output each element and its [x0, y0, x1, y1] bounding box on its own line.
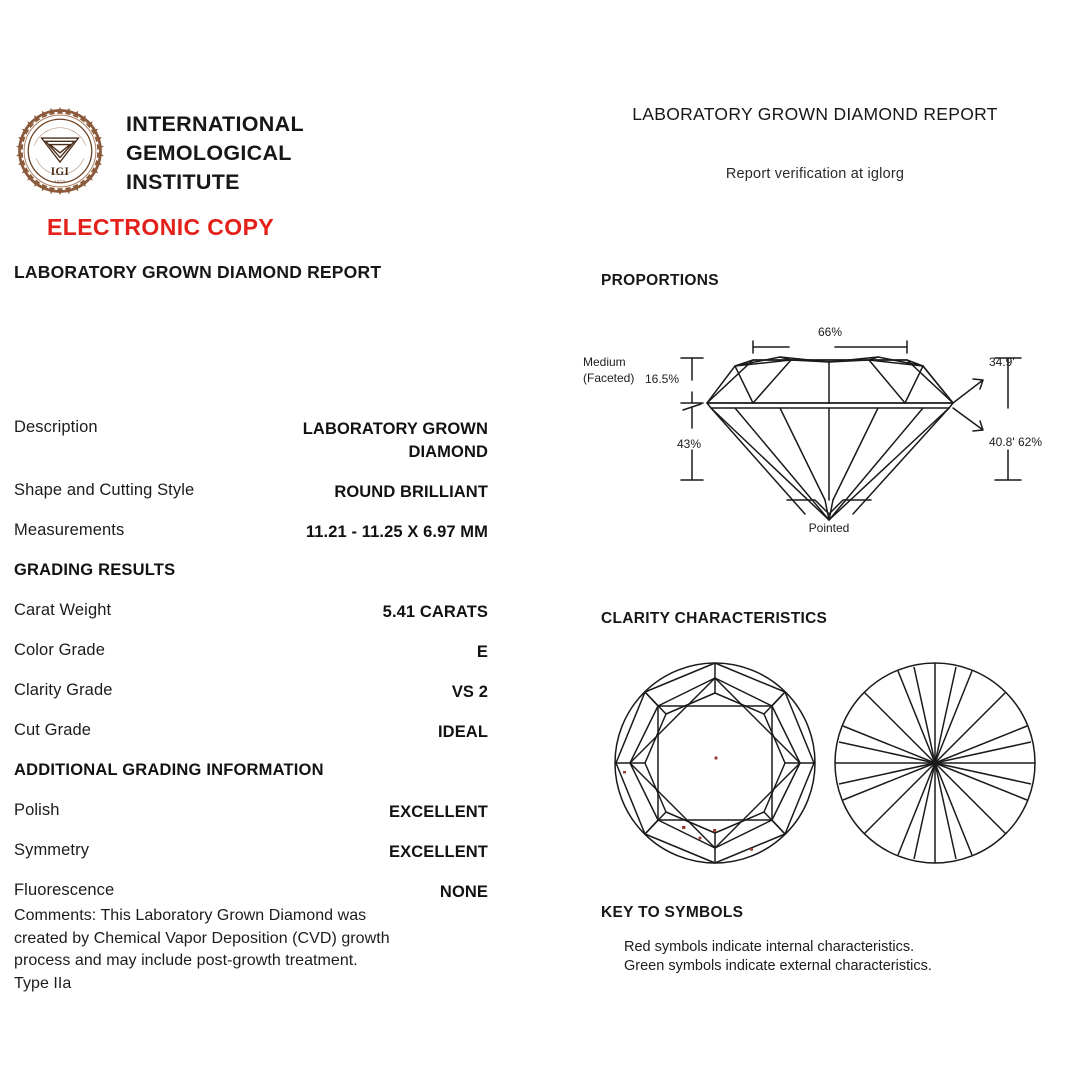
- description-value-line-1: LABORATORY GROWN: [302, 420, 488, 438]
- shape-label: Shape and Cutting Style: [14, 481, 195, 499]
- color-grade-label: Color Grade: [14, 641, 105, 659]
- girdle-label-line-1: Medium: [583, 355, 626, 369]
- crown-angle-label: 34.9': [989, 355, 1015, 369]
- description-value-line-2: DIAMOND: [408, 443, 488, 461]
- cut-grade-value: IDEAL: [438, 723, 488, 741]
- row-cut-grade: [14, 721, 488, 744]
- measurements-label: Measurements: [14, 521, 125, 539]
- organization-name: [126, 110, 304, 197]
- org-name-line-3: INSTITUTE: [126, 170, 240, 194]
- proportions-heading: PROPORTIONS: [601, 272, 719, 289]
- svg-text:1975: 1975: [54, 179, 66, 185]
- carat-weight-value: 5.41 CARATS: [382, 603, 488, 621]
- inclusion-mark: [699, 837, 702, 840]
- org-name-line-1: INTERNATIONAL: [126, 112, 304, 136]
- pavilion-depth-label: 43%: [676, 437, 701, 451]
- igi-seal-icon: [14, 105, 106, 197]
- inclusion-marks: [623, 756, 753, 850]
- grading-results-heading: GRADING RESULTS: [14, 561, 176, 579]
- row-shape-and-cutting-style: [14, 481, 488, 504]
- symmetry-value: EXCELLENT: [389, 843, 488, 861]
- svg-text:IGI: IGI: [50, 165, 70, 178]
- electronic-copy-stamp: ELECTRONIC COPY: [47, 214, 275, 240]
- report-type-heading: LABORATORY GROWN DIAMOND REPORT: [632, 104, 998, 124]
- inclusion-mark: [714, 756, 717, 759]
- row-description: [14, 418, 488, 464]
- row-carat-weight: [14, 601, 488, 624]
- comments-line-3: process and may include post-growth treatment.: [14, 952, 358, 969]
- clarity-characteristics-heading: CLARITY CHARACTERISTICS: [601, 610, 828, 627]
- color-grade-value: E: [476, 643, 488, 661]
- fluorescence-label: Fluorescence: [14, 881, 115, 899]
- key-legend-line-2: Green symbols indicate external characteristics.: [624, 958, 932, 974]
- carat-weight-label: Carat Weight: [14, 601, 112, 619]
- row-measurements: [14, 521, 488, 544]
- inclusion-mark: [750, 848, 753, 851]
- description-value: [303, 418, 488, 464]
- row-fluorescence: [14, 881, 488, 904]
- inclusion-mark: [623, 771, 626, 773]
- row-color-grade: [14, 641, 488, 664]
- comments-line-1: Comments: This Laboratory Grown Diamond was: [14, 907, 367, 924]
- report-header-logo-block: [14, 105, 334, 205]
- clarity-grade-value: VS 2: [451, 683, 488, 701]
- clarity-grade-label: Clarity Grade: [14, 681, 113, 699]
- shape-value: ROUND BRILLIANT: [334, 483, 488, 501]
- description-label: Description: [14, 418, 98, 436]
- report-verification-note: Report verification at iglorg: [725, 166, 905, 182]
- inclusion-mark: [682, 826, 685, 829]
- additional-grading-heading: ADDITIONAL GRADING INFORMATION: [14, 761, 324, 779]
- clarity-plot-diagrams: [600, 650, 1050, 880]
- crown-plot: [615, 663, 815, 863]
- key-to-symbols-legend: [624, 938, 932, 976]
- fluorescence-value: NONE: [439, 883, 488, 901]
- girdle-label-line-2: (Faceted): [583, 371, 635, 385]
- crown-height-label: 16.5%: [644, 372, 679, 386]
- culet-label: Pointed: [808, 521, 850, 535]
- comments-line-2: created by Chemical Vapor Deposition (CVD) growth: [14, 929, 390, 947]
- pavilion-angle-label: 40.8': [989, 435, 1015, 449]
- org-name-line-2: GEMOLOGICAL: [126, 141, 292, 165]
- polish-value: EXCELLENT: [389, 803, 488, 821]
- comments-line-4: Type IIa: [14, 974, 72, 992]
- table-percent-label: 66%: [817, 325, 843, 339]
- row-symmetry: [14, 841, 488, 864]
- report-details-column: [14, 418, 488, 921]
- key-legend-line-1: Red symbols indicate internal characteristics.: [624, 939, 915, 955]
- symmetry-label: Symmetry: [14, 841, 90, 859]
- key-to-symbols-heading: KEY TO SYMBOLS: [601, 904, 744, 921]
- comments-block: [14, 905, 484, 995]
- polish-label: Polish: [14, 801, 60, 819]
- pavilion-plot: [835, 663, 1035, 863]
- cut-grade-label: Cut Grade: [14, 721, 92, 739]
- total-depth-label: 62%: [1018, 435, 1043, 449]
- row-clarity-grade: [14, 681, 488, 704]
- row-polish: [14, 801, 488, 824]
- measurements-value: 11.21 - 11.25 X 6.97 MM: [305, 523, 488, 541]
- proportions-diagram: [575, 300, 1055, 535]
- inclusion-mark: [713, 829, 716, 832]
- page-title: LABORATORY GROWN DIAMOND REPORT: [14, 262, 382, 282]
